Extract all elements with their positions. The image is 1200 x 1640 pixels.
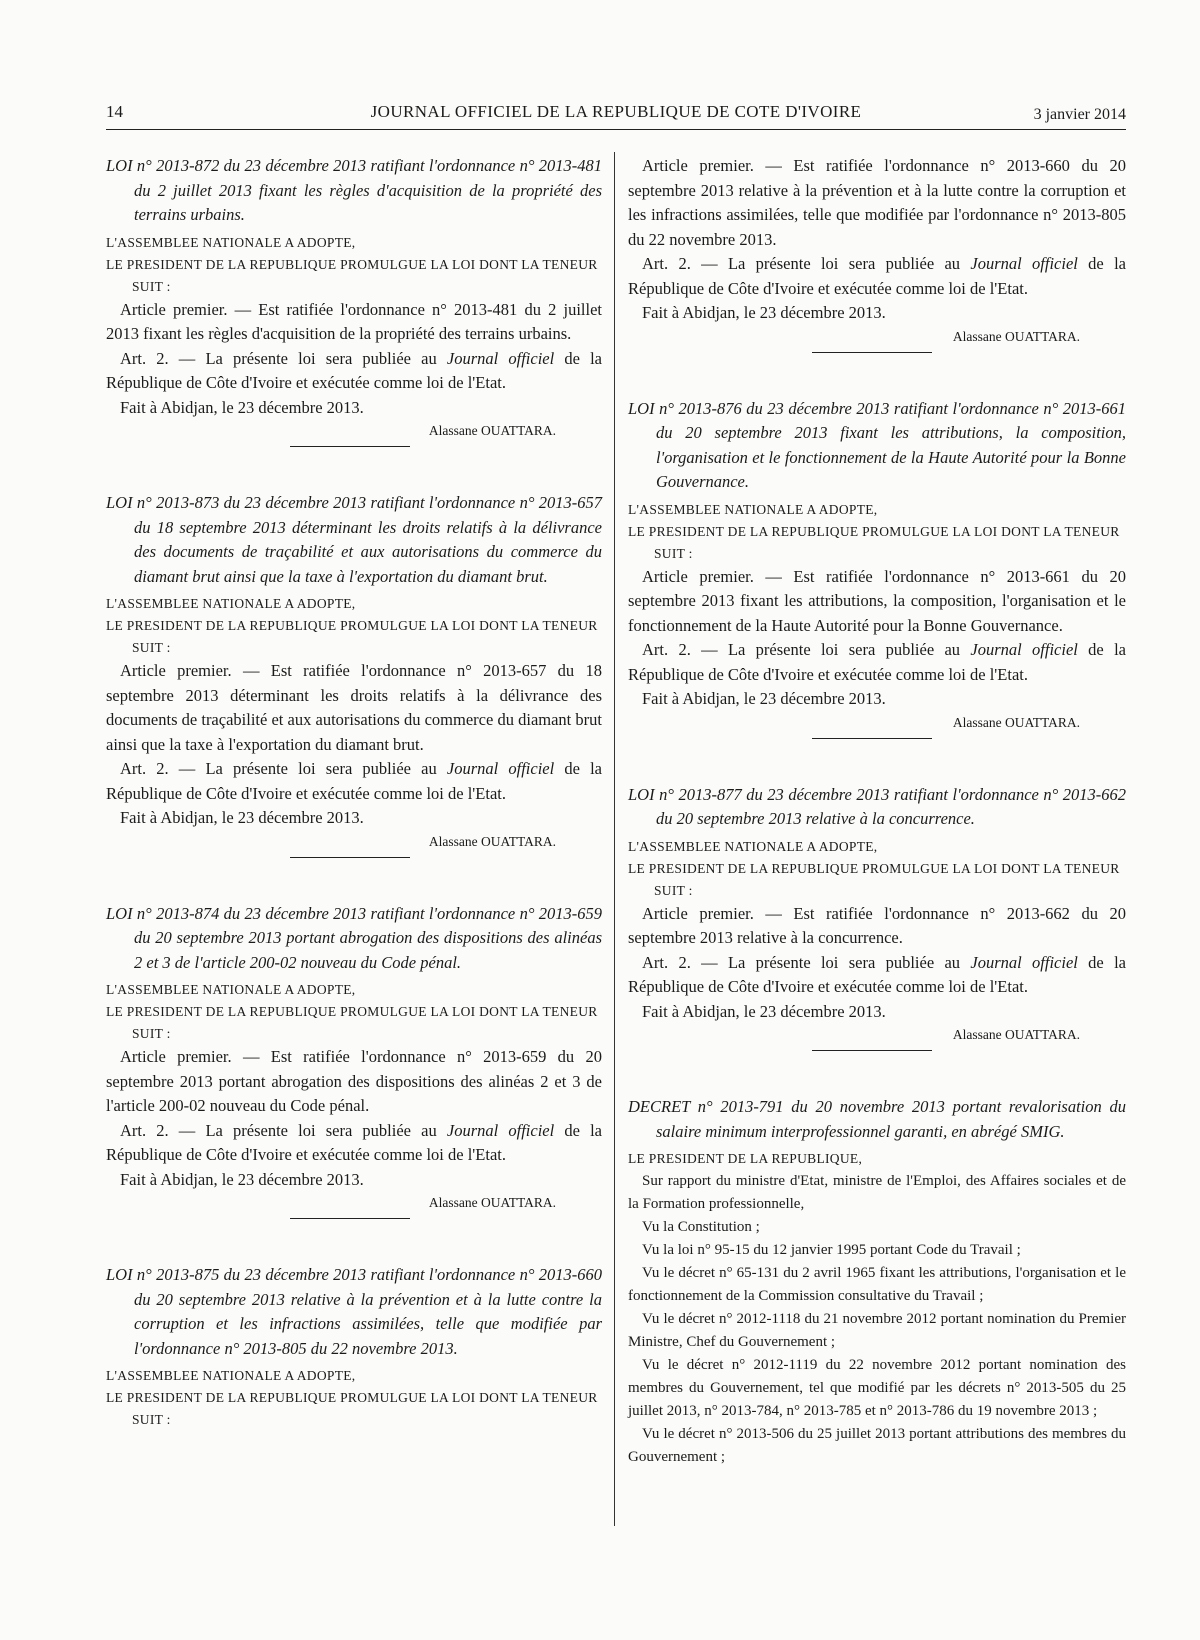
signature: Alassane OUATTARA.: [428, 833, 556, 849]
signature: Alassane OUATTARA.: [428, 423, 556, 438]
law-2013-875: [106, 1263, 602, 1431]
signature: Alassane OUATTARA.: [952, 1027, 1080, 1042]
decret-2013-791: [628, 1095, 1126, 1469]
article-2: Art. 2. — La présente loi sera publiée au Journal officiel de la République de Côte d'Ivoire et exécutée comme loi de l'Etat.: [106, 759, 602, 803]
article-2: Art. 2. — La présente loi sera publiée au Journal officiel de la République de Côte d'Ivoire et exécutée comme loi de l'Etat.: [628, 952, 1126, 996]
law-2013-876: [628, 397, 1126, 739]
article-premier: Article premier. — Est ratifiée l'ordonnance n° 2013-662 du 20 septembre 2013 relative à la concurrence.: [628, 903, 1126, 947]
president-line: LE PRESIDENT DE LA REPUBLIQUE,: [628, 1151, 863, 1166]
promulgation-line: LE PRESIDENT DE LA REPUBLIQUE PROMULGUE LA LOI DONT LA TENEUR SUIT :: [628, 523, 1120, 561]
page-header: [106, 100, 1126, 130]
journal-title: JOURNAL OFFICIEL DE LA REPUBLIQUE DE COTE D'IVOIRE: [370, 102, 862, 121]
fait-a-abidjan: Fait à Abidjan, le 23 décembre 2013.: [120, 808, 364, 827]
visa-constitution: Vu la Constitution ;: [642, 1219, 760, 1235]
assemblee-line: L'ASSEMBLEE NATIONALE A ADOPTE,: [106, 596, 356, 611]
visa-decret-2013-506: Vu le décret n° 2013-506 du 25 juillet 2013 portant attributions des membres du Gouvernement ;: [628, 1426, 1126, 1465]
law-title: LOI n° 2013-876 du 23 décembre 2013 ratifiant l'ordonnance n° 2013-661 du 20 septembre 2013 fixant les attributions, la composition, l'organisation et le fonctionnement de la Haute Autorité pour la Bonne Gouvernance.: [628, 398, 1126, 491]
fait-a-abidjan: Fait à Abidjan, le 23 décembre 2013.: [120, 1169, 364, 1189]
law-title: LOI n° 2013-874 du 23 décembre 2013 ratifiant l'ordonnance n° 2013-659 du 20 septembre 2013 portant abrogation des dispositions des alinéas 2 et 3 de l'article 200-02 nouveau du Code pénal.: [106, 903, 602, 972]
promulgation-line: LE PRESIDENT DE LA REPUBLIQUE PROMULGUE LA LOI DONT LA TENEUR SUIT :: [628, 860, 1120, 898]
left-column: [106, 154, 602, 1431]
article-2: Art. 2. — La présente loi sera publiée au Journal officiel de la République de Côte d'Ivoire et exécutée comme loi de l'Etat.: [628, 254, 1126, 298]
assemblee-line: L'ASSEMBLEE NATIONALE A ADOPTE,: [106, 234, 356, 250]
signature: Alassane OUATTARA.: [952, 714, 1080, 730]
law-title: LOI n° 2013-873 du 23 décembre 2013 ratifiant l'ordonnance n° 2013-657 du 18 septembre 2013 déterminant les droits relatifs à la délivrance des documents de traçabilité et aux autorisations du commerce du diamant brut ainsi que la taxe à l'exportation du diamant brut.: [106, 493, 602, 586]
article-2: Art. 2. — La présente loi sera publiée au Journal officiel de la République de Côte d'Ivoire et exécutée comme loi de l'Etat.: [628, 640, 1126, 684]
column-divider: [614, 152, 615, 1526]
law-title: LOI n° 2013-875 du 23 décembre 2013 ratifiant l'ordonnance n° 2013-660 du 20 septembre 2013 relative à la prévention et à la lutte contre la corruption et les infractions assimilées, telle que modifiée par l'ordonnance n° 2013-805 du 22 novembre 2013.: [106, 1265, 602, 1358]
article-premier: Article premier. — Est ratifiée l'ordonnance n° 2013-659 du 20 septembre 2013 portant abrogation des dispositions des alinéas 2 et 3 de l'article 200-02 nouveau du Code pénal.: [106, 1047, 602, 1115]
right-column: [628, 154, 1126, 1469]
article-2: Art. 2. — La présente loi sera publiée au Journal officiel de la République de Côte d'Ivoire et exécutée comme loi de l'Etat.: [106, 348, 602, 392]
header-rule: [106, 129, 1126, 130]
assemblee-line: L'ASSEMBLEE NATIONALE A ADOPTE,: [106, 1368, 356, 1383]
issue-date: 3 janvier 2014: [1033, 106, 1126, 123]
promulgation-line: LE PRESIDENT DE LA REPUBLIQUE PROMULGUE LA LOI DONT LA TENEUR SUIT :: [106, 256, 598, 294]
law-2013-873: [106, 491, 602, 858]
law-title: LOI n° 2013-872 du 23 décembre 2013 ratifiant l'ordonnance n° 2013-481 du 2 juillet 2013 fixant les règles d'acquisition de la propriété des terrains urbains.: [106, 156, 602, 224]
law-title: LOI n° 2013-877 du 23 décembre 2013 ratifiant l'ordonnance n° 2013-662 du 20 septembre 2013 relative à la concurrence.: [628, 784, 1126, 828]
visa-decret-2012-1119: Vu le décret n° 2012-1119 du 22 novembre 2012 portant nomination des membres du Gouvernement, tel que modifié par les décrets n° 2013-505 du 25 juillet 2013, n° 2013-784, n° 2013-785 et n° 2013-786 du 19 novembre 2013 ;: [628, 1357, 1126, 1419]
law-2013-877: [628, 783, 1126, 1052]
visa-code-travail: Vu la loi n° 95-15 du 12 janvier 1995 portant Code du Travail ;: [642, 1242, 1021, 1258]
article-premier: Article premier. — Est ratifiée l'ordonnance n° 2013-660 du 20 septembre 2013 relative à la prévention et à la lutte contre la corruption et les infractions assimilées, telle que modifiée par l'ordonnance n° 2013-805 du 22 novembre 2013.: [628, 156, 1126, 249]
visa-decret-65-131: Vu le décret n° 65-131 du 2 avril 1965 fixant les attributions, l'organisation et le fonctionnement de la Commission consultative du Travail ;: [628, 1265, 1126, 1304]
fait-a-abidjan: Fait à Abidjan, le 23 décembre 2013.: [642, 303, 886, 322]
article-premier: Article premier. — Est ratifiée l'ordonnance n° 2013-657 du 18 septembre 2013 déterminant les droits relatifs à la délivrance des documents de traçabilité et aux autorisations du commerce du diamant brut ainsi que la taxe à l'exportation du diamant brut.: [106, 661, 602, 754]
visa-decret-2012-1118: Vu le décret n° 2012-1118 du 21 novembre 2012 portant nomination du Premier Ministre, Chef du Gouvernement ;: [628, 1311, 1126, 1350]
decret-title: DECRET n° 2013-791 du 20 novembre 2013 portant revalorisation du salaire minimum interprofessionnel garanti, en abrégé SMIG.: [628, 1097, 1126, 1141]
page-number: 14: [106, 102, 123, 121]
assemblee-line: L'ASSEMBLEE NATIONALE A ADOPTE,: [106, 982, 356, 997]
signature: Alassane OUATTARA.: [952, 328, 1080, 344]
signature: Alassane OUATTARA.: [428, 1195, 556, 1210]
article-premier: Article premier. — Est ratifiée l'ordonnance n° 2013-481 du 2 juillet 2013 fixant les règles d'acquisition de la propriété des terrains urbains.: [106, 299, 602, 343]
law-2013-872: [106, 154, 602, 447]
law-2013-874: [106, 902, 602, 1220]
assemblee-line: L'ASSEMBLEE NATIONALE A ADOPTE,: [628, 838, 878, 854]
promulgation-line: LE PRESIDENT DE LA REPUBLIQUE PROMULGUE LA LOI DONT LA TENEUR SUIT :: [106, 1390, 598, 1427]
visa-rapport: Sur rapport du ministre d'Etat, ministre de l'Emploi, des Affaires sociales et de la Formation professionnelle,: [628, 1173, 1126, 1212]
article-2: Art. 2. — La présente loi sera publiée au Journal officiel de la République de Côte d'Ivoire et exécutée comme loi de l'Etat.: [106, 1120, 602, 1164]
promulgation-line: LE PRESIDENT DE LA REPUBLIQUE PROMULGUE LA LOI DONT LA TENEUR SUIT :: [106, 1004, 598, 1041]
fait-a-abidjan: Fait à Abidjan, le 23 décembre 2013.: [642, 689, 886, 708]
promulgation-line: LE PRESIDENT DE LA REPUBLIQUE PROMULGUE LA LOI DONT LA TENEUR SUIT :: [106, 618, 598, 655]
assemblee-line: L'ASSEMBLEE NATIONALE A ADOPTE,: [628, 501, 878, 517]
article-premier: Article premier. — Est ratifiée l'ordonnance n° 2013-661 du 20 septembre 2013 fixant les attributions, la composition, l'organisation et le fonctionnement de la Haute Autorité pour la Bonne Gouvernance.: [628, 566, 1126, 635]
fait-a-abidjan: Fait à Abidjan, le 23 décembre 2013.: [120, 397, 364, 417]
law-2013-875-continued: [628, 154, 1126, 353]
fait-a-abidjan: Fait à Abidjan, le 23 décembre 2013.: [642, 1001, 886, 1021]
